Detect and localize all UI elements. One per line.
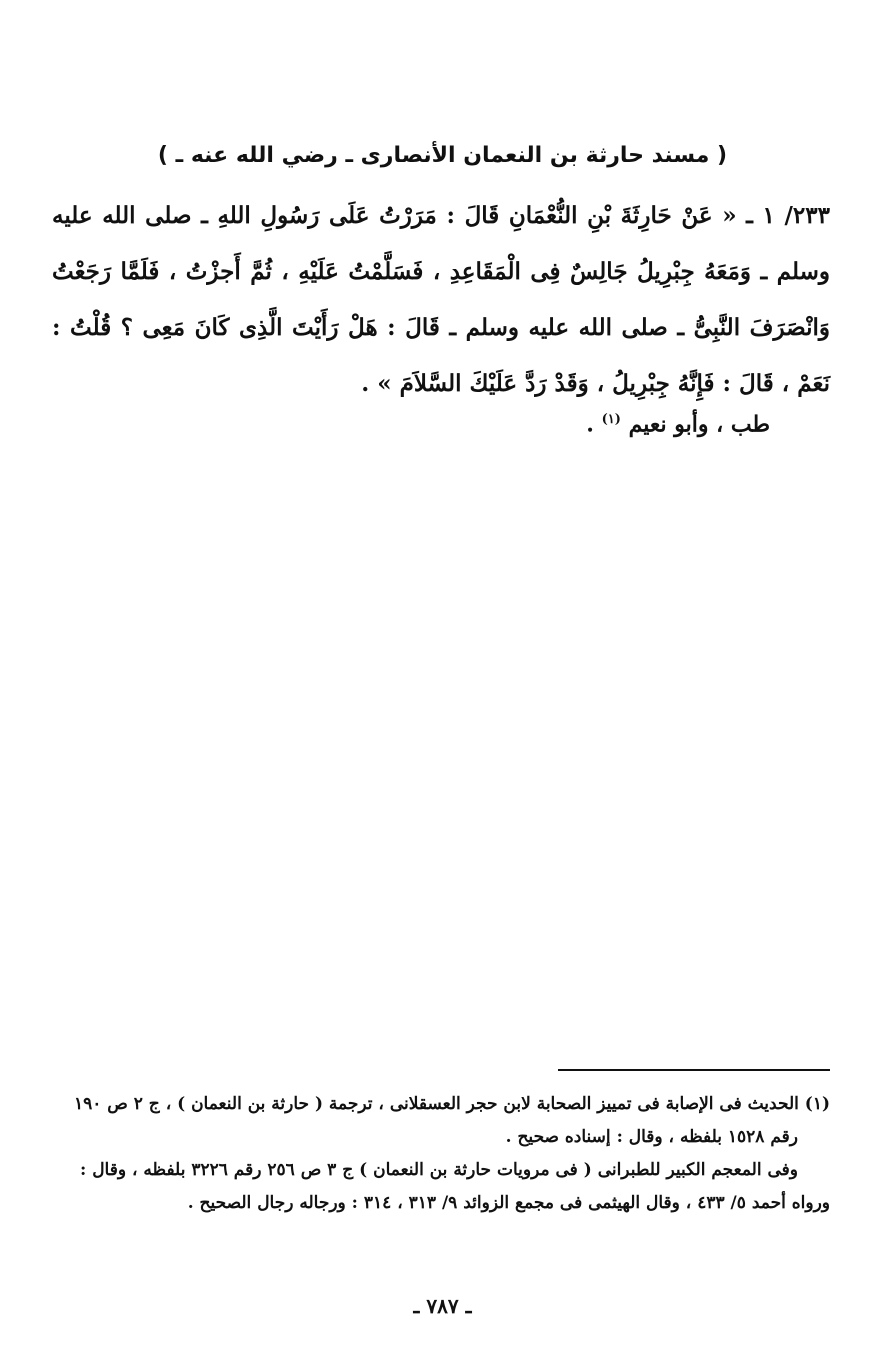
footnote-reference: (١)	[601, 412, 621, 427]
source-text: طب ، وأبو نعيم	[628, 411, 770, 438]
footnotes	[52, 1088, 830, 1220]
footnote-divider	[558, 1069, 830, 1071]
footnote-line-1: (١) الحديث فى الإصابة فى تمييز الصحابة لابن حجر العسقلانى ، ترجمة ( حارثة بن النعمان ) ، ج ٢ ص ١٩٠	[73, 1094, 830, 1114]
source-end: .	[586, 411, 594, 438]
hadith-number: ٢٣٣/ ١	[762, 202, 830, 229]
hadith-text: ـ « عَنْ حَارِثَةَ بْنِ النُّعْمَانِ قَالَ : مَرَرْتُ عَلَى رَسُولِ اللهِ ـ صلى الله عليه وسلم ـ وَمَعَهُ جِبْرِيلُ جَالِسٌ فِى الْمَقَاعِدِ ، فَسَلَّمْتُ عَلَيْهِ ، ثُمَّ أَجزْتُ ، فَلَمَّا رَجَعْتُ وَانْصَرَفَ النَّبِىُّ ـ صلى الله عليه وسلم ـ قَالَ : هَلْ رَأَيْتَ الَّذِى كَانَ مَعِى ؟ قُلْتُ : نَعَمْ ، قَالَ : فَإِنَّهُ جِبْرِيلُ ، وَقَدْ رَدَّ عَلَيْكَ السَّلاَمَ » .	[52, 202, 830, 397]
footnote-line-3: وفى المعجم الكبير للطبرانى ( فى مرويات حارثة بن النعمان ) ج ٣ ص ٢٥٦ رقم ٣٢٢٦ بلفظه ، وقال :	[80, 1160, 798, 1180]
source-citation	[586, 400, 770, 444]
section-heading: ( مسند حارثة بن النعمان الأنصارى ـ رضي الله عنه ـ )	[157, 143, 728, 168]
hadith-paragraph	[52, 188, 830, 412]
footnote-line-4: ورواه أحمد ٥/ ٤٣٣ ، وقال الهيثمى فى مجمع الزوائد ٩/ ٣١٣ ، ٣١٤ : ورجاله رجال الصحيح .	[187, 1193, 830, 1213]
footnote-line-2: رقم ١٥٢٨ بلفظه ، وقال : إسناده صحيح .	[505, 1127, 798, 1147]
page-number: ـ ٧٨٧ ـ	[413, 1294, 472, 1318]
